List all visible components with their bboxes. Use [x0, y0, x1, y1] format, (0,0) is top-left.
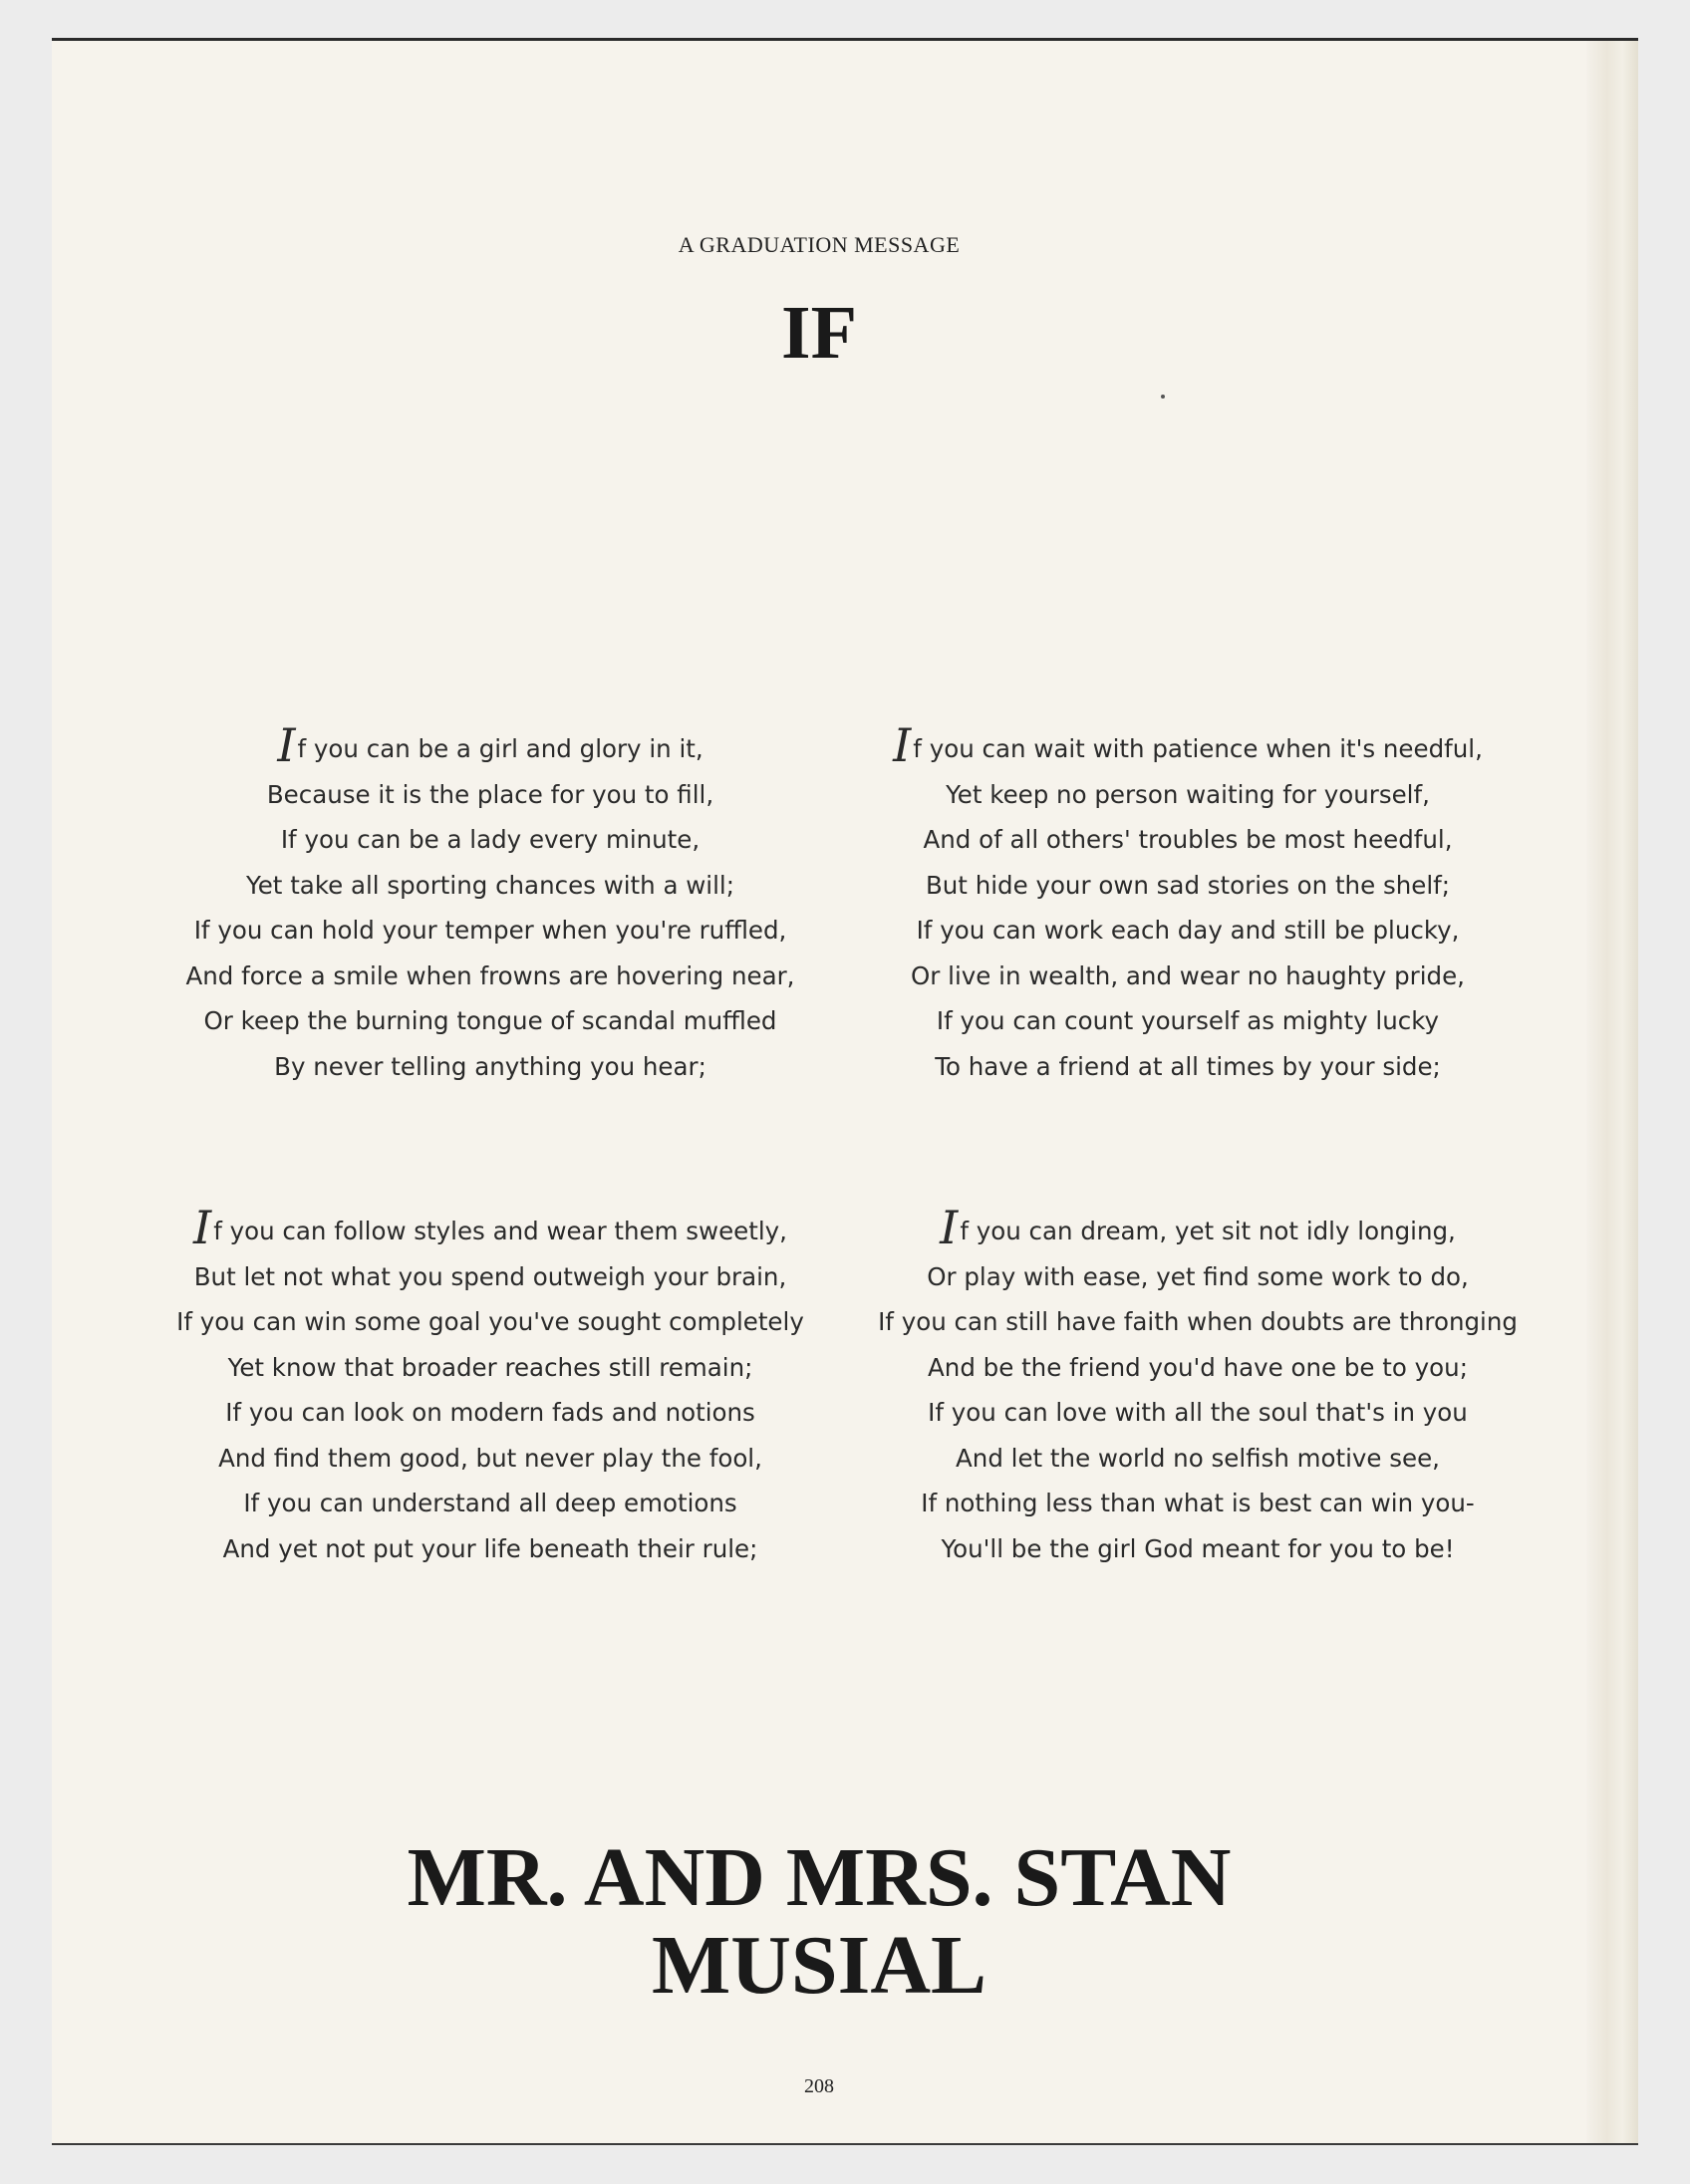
stanza-first-line: [151, 718, 829, 772]
stanza-line: Yet keep no person waiting for yourself,: [946, 779, 1430, 809]
stanza-line: If you can hold your temper when you're ruffled,: [193, 916, 787, 945]
stanza-line: If you can count yourself as mighty lucky: [936, 1006, 1440, 1035]
stanza-line: If you can look on modern fads and notions: [225, 1398, 755, 1427]
stanza-line: Yet know that broader reaches still remain;: [227, 1352, 753, 1382]
stanza-line: Because it is the place for you to fill,: [266, 779, 714, 809]
stanza-line: And find them good, but never play the fool,: [218, 1443, 762, 1473]
stanza-line: Yet take all sporting chances with a will;: [246, 870, 734, 900]
sponsor-name: [52, 1831, 1586, 2012]
poem-stanza-1: [151, 718, 829, 1089]
stanza-first-line: [859, 1201, 1537, 1254]
decorative-initial: I: [893, 718, 912, 772]
stanza-line: But let not what you spend outweigh your brain,: [193, 1261, 787, 1291]
stanza-line: And of all others' troubles be most heedful,: [923, 825, 1453, 854]
ink-speck: [1161, 395, 1165, 399]
stanza-line: You'll be the girl God meant for you to be!: [941, 1533, 1455, 1563]
page-number: 208: [804, 2075, 834, 2097]
page-edge: [1586, 41, 1638, 2145]
stanza-line: Or play with ease, yet find some work to do,: [927, 1261, 1469, 1291]
first-line-text: f you can dream, yet sit not idly longing,: [960, 1217, 1456, 1245]
stanza-line: But hide your own sad stories on the shelf;: [925, 870, 1451, 900]
poem-stanza-4: [859, 1201, 1537, 1571]
first-line-text: f you can follow styles and wear them sweetly,: [213, 1217, 787, 1245]
first-line-text: f you can be a girl and glory in it,: [297, 734, 704, 763]
stanza-line: If you can love with all the soul that's in you: [928, 1398, 1468, 1427]
stanza-line: And let the world no selfish motive see,: [956, 1443, 1440, 1473]
first-line-text: f you can wait with patience when it's needful,: [913, 734, 1483, 763]
stanza-line: If you can understand all deep emotions: [243, 1489, 737, 1517]
stanza-line: And force a smile when frowns are hovering near,: [185, 960, 795, 990]
stanza-line: If you can be a lady every minute,: [280, 825, 701, 854]
poem-stanza-3: [151, 1201, 829, 1571]
sponsor-line-1: MR. AND MRS. STAN: [407, 1831, 1232, 1924]
stanza-line: To have a friend at all times by your side;: [935, 1051, 1441, 1081]
stanza-first-line: [151, 1201, 829, 1254]
yearbook-page: [52, 38, 1638, 2145]
poem-stanza-2: [849, 718, 1527, 1089]
decorative-initial: I: [277, 718, 296, 772]
stanza-first-line: [849, 718, 1527, 772]
sponsor-line-2: MUSIAL: [651, 1919, 987, 2012]
stanza-line: Or keep the burning tongue of scandal muffled: [203, 1006, 777, 1035]
stanza-line: By never telling anything you hear;: [274, 1051, 706, 1081]
stanza-line: If you can still have faith when doubts are thronging: [878, 1307, 1518, 1336]
decorative-initial: I: [193, 1201, 212, 1254]
decorative-initial: I: [940, 1201, 959, 1254]
page-bottom-rule: [52, 2143, 1638, 2145]
stanza-line: Or live in wealth, and wear no haughty pride,: [911, 960, 1465, 990]
stanza-line: If you can work each day and still be plucky,: [916, 916, 1460, 945]
page-kicker: A GRADUATION MESSAGE: [678, 232, 961, 257]
stanza-line: And be the friend you'd have one be to you;: [928, 1352, 1468, 1382]
stanza-line: If nothing less than what is best can win you-: [921, 1489, 1475, 1517]
stanza-line: If you can win some goal you've sought completely: [176, 1307, 804, 1336]
page-title: IF: [781, 291, 857, 375]
stanza-line: And yet not put your life beneath their rule;: [222, 1533, 758, 1563]
